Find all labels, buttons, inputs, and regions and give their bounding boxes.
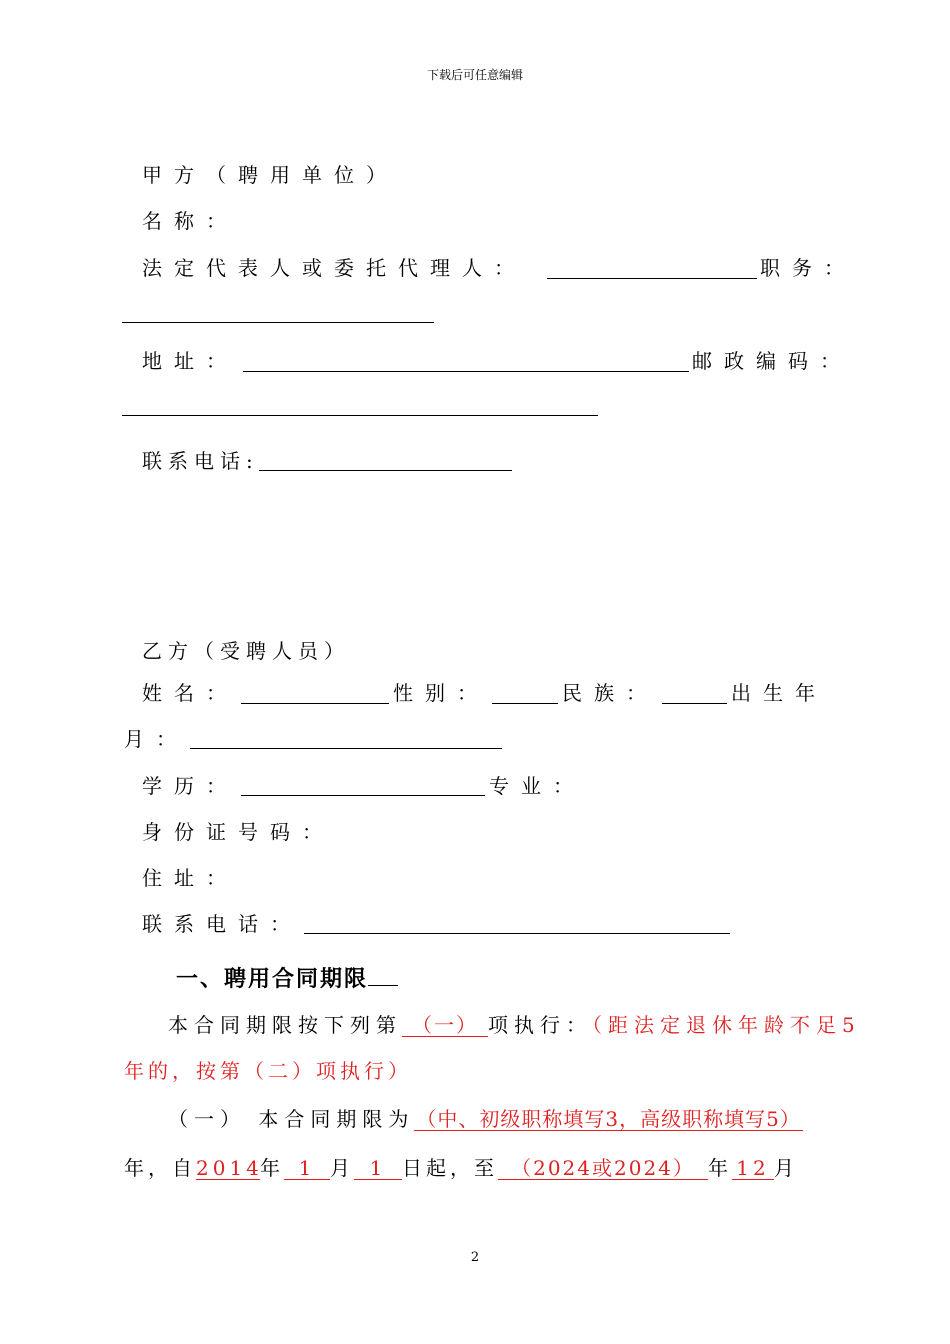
party-b-residence-label: 住址： xyxy=(142,866,238,890)
party-b-id-label: 身份证号码： xyxy=(142,820,334,844)
date-year-suffix: 年 xyxy=(260,1156,284,1180)
party-a-rep-label: 法定代表人或委托代理人： xyxy=(142,256,526,280)
party-a-name-label: 名称： xyxy=(142,209,238,233)
date-line xyxy=(124,1156,798,1180)
start-month[interactable]: 1 xyxy=(284,1157,330,1180)
party-a-postcode-blank[interactable] xyxy=(122,415,598,416)
party-a-address-label: 地址： xyxy=(142,349,238,373)
party-a-address-blank[interactable] xyxy=(243,371,689,372)
party-a-position-label: 职务： xyxy=(760,256,856,280)
party-b-name-label: 姓名： xyxy=(142,681,238,705)
date-day-suffix: 日起，至 xyxy=(402,1156,498,1180)
page-number: 2 xyxy=(470,1250,480,1265)
date-year-label: 年，自 xyxy=(124,1156,196,1180)
end-month[interactable]: 12 xyxy=(732,1157,774,1180)
party-b-title: 乙方（受聘人员） xyxy=(142,639,350,663)
term-note-1: （距法定退休年龄不足5 xyxy=(592,1013,861,1037)
section-heading-text: 一、聘用合同期限 xyxy=(176,967,369,992)
party-b-phone-blank[interactable] xyxy=(304,933,730,934)
end-month-suffix: 月 xyxy=(774,1156,798,1180)
item1-line xyxy=(168,1107,803,1131)
party-a-title: 甲方（聘用单位） xyxy=(142,163,398,187)
party-b-name-blank[interactable] xyxy=(241,703,389,704)
party-b-phone-label: 联系电话： xyxy=(142,912,302,936)
term-suffix: 项执行： xyxy=(488,1013,592,1037)
term-note-2: 年的，按第（二）项执行） xyxy=(124,1059,412,1083)
party-b-birth-label-cont: 月： xyxy=(124,727,188,751)
party-a-postcode-label: 邮政编码： xyxy=(692,349,852,373)
party-b-ethnicity-blank[interactable] xyxy=(662,703,727,704)
page-header: 下载后可任意编辑 xyxy=(426,68,523,82)
term-choice[interactable]: （一） xyxy=(402,1014,488,1037)
start-day[interactable]: 1 xyxy=(354,1157,402,1180)
start-year[interactable]: 2014 xyxy=(196,1156,263,1180)
section-heading xyxy=(176,962,398,993)
party-b-major-label: 专业： xyxy=(489,774,585,798)
party-a-phone-blank[interactable] xyxy=(259,470,512,471)
term-line xyxy=(168,1013,861,1037)
item1-years[interactable]: （中、初级职称填写3，高级职称填写5） xyxy=(416,1107,801,1131)
party-b-gender-blank[interactable] xyxy=(492,703,558,704)
item1-prefix: （一） 本合同期限为 xyxy=(168,1107,415,1131)
date-month-suffix: 月 xyxy=(330,1156,354,1180)
party-a-position-blank[interactable] xyxy=(122,322,434,323)
term-prefix: 本合同期限按下列第 xyxy=(168,1013,402,1037)
party-b-birth-blank[interactable] xyxy=(190,748,502,749)
end-year-suffix: 年 xyxy=(708,1156,732,1180)
party-b-gender-label: 性别： xyxy=(393,681,489,705)
party-b-education-label: 学历： xyxy=(142,774,238,798)
section-heading-blank xyxy=(368,965,398,986)
party-a-rep-blank[interactable] xyxy=(547,278,757,279)
party-b-ethnicity-label: 民族： xyxy=(562,681,658,705)
party-b-education-blank[interactable] xyxy=(241,795,485,796)
end-year[interactable]: （2024或2024） xyxy=(498,1157,708,1180)
party-a-phone-label: 联系电话: xyxy=(142,449,259,473)
party-b-birth-label: 出生年 xyxy=(731,681,827,705)
